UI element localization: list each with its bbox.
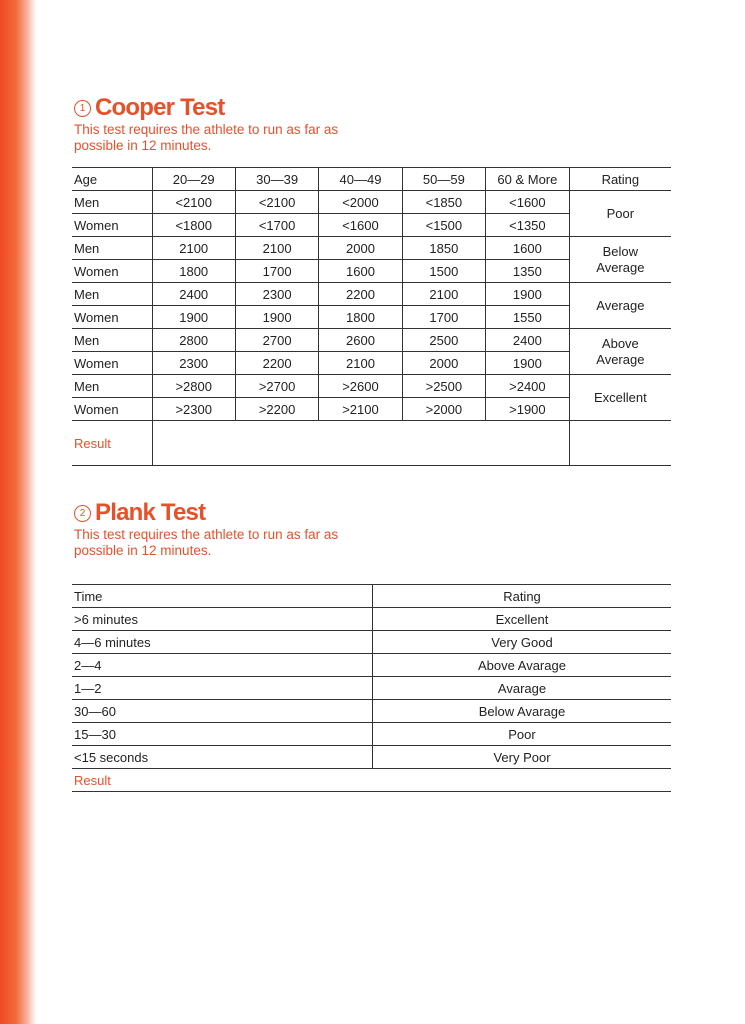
cooper-value-cell: 1700	[402, 306, 485, 329]
plank-time-cell: 2—4	[72, 654, 373, 677]
cooper-value-cell: 1900	[486, 283, 570, 306]
cooper-rating-text: Poor	[606, 205, 635, 221]
plank-header-cell: Rating	[373, 585, 672, 608]
plank-rating-cell: Excellent	[373, 608, 672, 631]
cooper-value-cell: 2400	[486, 329, 570, 352]
cooper-value-cell: 1700	[235, 260, 318, 283]
plank-number-badge: 2	[74, 505, 91, 522]
sidebar-stripe	[0, 0, 36, 1024]
cooper-value-cell: <2000	[319, 191, 402, 214]
plank-rating-cell: Above Avarage	[373, 654, 672, 677]
cooper-header-row	[72, 168, 671, 191]
cooper-gender-cell: Men	[72, 283, 152, 306]
cooper-value-cell: 1350	[486, 260, 570, 283]
cooper-value-cell: >2800	[152, 375, 235, 398]
cooper-gender-cell: Men	[72, 375, 152, 398]
plank-rating-cell: Avarage	[373, 677, 672, 700]
cooper-title: Cooper Test	[95, 94, 225, 121]
cooper-value-cell: 2200	[235, 352, 318, 375]
plank-time-cell: 15—30	[72, 723, 373, 746]
plank-row	[72, 608, 671, 631]
cooper-value-cell: >2500	[402, 375, 485, 398]
plank-section-heading	[74, 499, 205, 527]
cooper-result-row	[72, 421, 671, 466]
cooper-value-cell: 1900	[486, 352, 570, 375]
cooper-rating-text: Average	[596, 351, 645, 367]
cooper-value-cell: <2100	[235, 191, 318, 214]
cooper-value-cell: 2100	[235, 237, 318, 260]
cooper-value-cell: 1850	[402, 237, 485, 260]
cooper-value-cell: 1800	[319, 306, 402, 329]
cooper-gender-cell: Women	[72, 398, 152, 421]
cooper-value-cell: >2300	[152, 398, 235, 421]
cooper-header-cell: 50—59	[402, 168, 485, 191]
cooper-value-cell: 1500	[402, 260, 485, 283]
cooper-row	[72, 237, 671, 260]
cooper-value-cell: 2300	[235, 283, 318, 306]
plank-rating-cell: Below Avarage	[373, 700, 672, 723]
cooper-value-cell: 1900	[152, 306, 235, 329]
cooper-section-heading	[74, 94, 224, 122]
cooper-value-cell: >2200	[235, 398, 318, 421]
cooper-value-cell: 2500	[402, 329, 485, 352]
plank-row	[72, 631, 671, 654]
plank-time-cell: 30—60	[72, 700, 373, 723]
cooper-value-cell: 2000	[402, 352, 485, 375]
plank-row	[72, 723, 671, 746]
cooper-header-cell: 40—49	[319, 168, 402, 191]
cooper-value-cell: 2300	[152, 352, 235, 375]
cooper-value-cell: 1900	[235, 306, 318, 329]
cooper-rating-text: Average	[596, 297, 645, 313]
cooper-value-cell: <1800	[152, 214, 235, 237]
cooper-row	[72, 375, 671, 398]
plank-time-cell: <15 seconds	[72, 746, 373, 769]
cooper-gender-cell: Women	[72, 352, 152, 375]
cooper-description: This test requires the athlete to run as far as possible in 12 minutes.	[74, 122, 339, 153]
cooper-table	[72, 167, 671, 466]
cooper-result-label: Result	[72, 421, 152, 466]
plank-rating-cell: Poor	[373, 723, 672, 746]
cooper-value-cell: 2100	[402, 283, 485, 306]
cooper-header-cell: Age	[72, 168, 152, 191]
plank-rating-cell: Very Poor	[373, 746, 672, 769]
plank-description: This test requires the athlete to run as far as possible in 12 minutes.	[74, 527, 339, 558]
cooper-value-cell: <1600	[319, 214, 402, 237]
cooper-rating-cell	[569, 329, 671, 375]
cooper-rating-cell	[569, 375, 671, 421]
cooper-row	[72, 191, 671, 214]
cooper-value-cell: 2600	[319, 329, 402, 352]
cooper-value-cell: >2100	[319, 398, 402, 421]
cooper-value-cell: >2600	[319, 375, 402, 398]
cooper-value-cell: >2400	[486, 375, 570, 398]
plank-row	[72, 700, 671, 723]
cooper-header-cell: 20—29	[152, 168, 235, 191]
cooper-result-rating-cell	[569, 421, 671, 466]
plank-header-cell: Time	[72, 585, 373, 608]
cooper-value-cell: <1700	[235, 214, 318, 237]
cooper-gender-cell: Women	[72, 260, 152, 283]
cooper-value-cell: <1500	[402, 214, 485, 237]
cooper-value-cell: <1850	[402, 191, 485, 214]
cooper-gender-cell: Women	[72, 214, 152, 237]
plank-rating-cell: Very Good	[373, 631, 672, 654]
cooper-header-cell: 30—39	[235, 168, 318, 191]
cooper-value-cell: 2700	[235, 329, 318, 352]
cooper-value-cell: 1550	[486, 306, 570, 329]
plank-row	[72, 677, 671, 700]
cooper-value-cell: >2000	[402, 398, 485, 421]
cooper-value-cell: 2000	[319, 237, 402, 260]
cooper-gender-cell: Men	[72, 329, 152, 352]
cooper-rating-text: Below	[602, 243, 639, 259]
cooper-value-cell: 2100	[152, 237, 235, 260]
plank-row	[72, 746, 671, 769]
cooper-rating-cell	[569, 283, 671, 329]
plank-table	[72, 584, 671, 792]
cooper-value-cell: 2200	[319, 283, 402, 306]
cooper-number-badge: 1	[74, 100, 91, 117]
cooper-value-cell: <2100	[152, 191, 235, 214]
cooper-value-cell: 1600	[319, 260, 402, 283]
plank-result-row	[72, 769, 671, 792]
cooper-gender-cell: Men	[72, 237, 152, 260]
cooper-header-cell: Rating	[569, 168, 671, 191]
cooper-value-cell: 2100	[319, 352, 402, 375]
plank-time-cell: 1—2	[72, 677, 373, 700]
cooper-header-cell: 60 & More	[486, 168, 570, 191]
cooper-gender-cell: Women	[72, 306, 152, 329]
plank-time-cell: >6 minutes	[72, 608, 373, 631]
cooper-value-cell: <1350	[486, 214, 570, 237]
cooper-rating-text: Excellent	[593, 389, 647, 405]
cooper-rating-text: Average	[596, 259, 645, 275]
cooper-value-cell: >2700	[235, 375, 318, 398]
plank-time-cell: 4—6 minutes	[72, 631, 373, 654]
cooper-row	[72, 329, 671, 352]
cooper-rating-cell	[569, 191, 671, 237]
cooper-value-cell: >1900	[486, 398, 570, 421]
cooper-value-cell: 1600	[486, 237, 570, 260]
cooper-result-cell	[152, 421, 569, 466]
plank-title: Plank Test	[95, 499, 206, 526]
plank-result-label: Result	[72, 769, 671, 792]
cooper-value-cell: 2400	[152, 283, 235, 306]
cooper-rating-cell	[569, 237, 671, 283]
cooper-gender-cell: Men	[72, 191, 152, 214]
plank-row	[72, 654, 671, 677]
plank-header-row	[72, 585, 671, 608]
cooper-value-cell: <1600	[486, 191, 570, 214]
cooper-value-cell: 1800	[152, 260, 235, 283]
cooper-row	[72, 283, 671, 306]
cooper-value-cell: 2800	[152, 329, 235, 352]
cooper-rating-text: Above	[601, 335, 639, 351]
